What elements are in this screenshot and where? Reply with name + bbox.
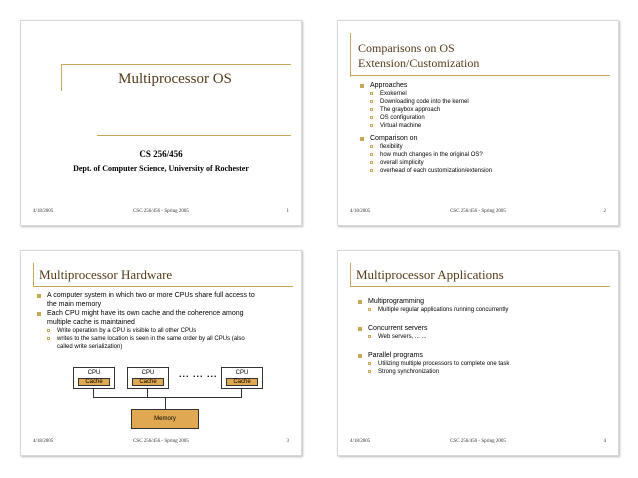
sub-bullet-item: Strong synchronization — [358, 368, 608, 376]
sub-bullet-item: flexibility — [360, 143, 612, 151]
cache-box: Cache — [78, 378, 110, 386]
slide-title: Multiprocessor Hardware — [39, 267, 173, 282]
slide-title: Multiprocessor Applications — [356, 267, 504, 282]
bullet-item: A computer system in which two or more CPUs share full access to the main memory — [37, 291, 257, 309]
sub-bullet-item: how much changes in the original OS? — [360, 151, 612, 159]
cpu-label: CPU — [141, 370, 155, 376]
bus-connector — [93, 389, 94, 397]
sub-bullet-item: overall simplicity — [360, 159, 612, 167]
slide-2 — [337, 20, 619, 226]
sub-bullet-item: Utilizing multiple processors to complete one task — [358, 360, 608, 368]
cpu-box — [73, 367, 115, 389]
footer-date: 4/18/2005 — [350, 439, 371, 444]
title-rule-left — [33, 263, 34, 287]
cache-box: Cache — [132, 378, 164, 386]
cpu-label: CPU — [235, 370, 249, 376]
title-rule-bottom — [350, 286, 610, 287]
title-line-1: Comparisons on OS — [358, 41, 455, 55]
bullet-item: Each CPU might have its own cache and the coherence among multiple cache is maintained — [37, 309, 257, 327]
footer-date: 4/18/2005 — [350, 209, 371, 214]
cpu-box — [221, 367, 263, 389]
title-rule-top — [61, 64, 291, 65]
dept-line: Dept. of Computer Science, University of Rochester — [73, 164, 249, 173]
slide-title — [358, 41, 479, 71]
bullet-item: Approaches — [360, 81, 612, 90]
sub-bullet-item: Web servers, ... ... — [358, 333, 608, 341]
sub-bullet-item: overhead of each customization/extension — [360, 167, 612, 175]
footer-course: CSC 256/456 - Spring 2005 — [450, 439, 506, 444]
page-number: 2 — [603, 209, 606, 214]
sub-bullet-item: Multiple regular applications running concurrently — [358, 306, 608, 314]
cpu-box — [127, 367, 169, 389]
footer-course: CSC 256/456 - Spring 2005 — [450, 209, 506, 214]
slide-footer — [29, 209, 293, 219]
bullet-item: Multiprogramming — [358, 297, 608, 306]
sub-bullet-item: The graybox approach — [360, 106, 612, 114]
bus-connector — [147, 389, 148, 397]
sub-bullet-item: OS configuration — [360, 114, 612, 122]
sub-bullet-item: Write operation by a CPU is visible to all other CPUs — [37, 327, 257, 335]
bullet-item: Concurrent servers — [358, 324, 608, 333]
page-number: 3 — [286, 439, 289, 444]
title-line-2: Extension/Customization — [358, 56, 480, 70]
bullet-list — [358, 297, 608, 376]
slide-footer — [346, 439, 610, 449]
bullet-list — [360, 81, 612, 175]
slide-4 — [337, 250, 619, 456]
sub-bullet-item: Exokernel — [360, 90, 612, 98]
page-number: 1 — [286, 209, 289, 214]
footer-date: 4/18/2005 — [33, 209, 54, 214]
title-rule-bottom — [33, 286, 293, 287]
cpu-label: CPU — [87, 370, 101, 376]
sub-bullet-item: Downloading code into the kernel — [360, 98, 612, 106]
title-rule-left — [350, 263, 351, 287]
course-line: CS 256/456 — [139, 149, 183, 159]
slide-footer — [29, 439, 293, 449]
memory-box: Memory — [131, 409, 199, 429]
footer-date: 4/18/2005 — [33, 439, 54, 444]
sub-bullet-item: writes to the same location is seen in the same order by all CPUs (also called write serialization) — [37, 335, 257, 351]
title-rule-bottom — [350, 75, 610, 76]
bullet-list — [37, 291, 257, 351]
bus-connector — [165, 397, 166, 409]
slide-footer — [346, 209, 610, 219]
title-rule-left — [350, 33, 351, 77]
bullet-item: Parallel programs — [358, 351, 608, 360]
cache-box: Cache — [226, 378, 258, 386]
footer-course: CSC 256/456 - Spring 2005 — [133, 439, 189, 444]
bullet-item: Comparison on — [360, 134, 612, 143]
sub-bullet-item: Virtual machine — [360, 122, 612, 130]
page-number: 4 — [603, 439, 606, 444]
slide-title: Multiprocessor OS — [118, 71, 232, 87]
slide-3 — [20, 250, 302, 456]
system-bus — [93, 397, 242, 398]
ellipsis: ... ... ... — [179, 369, 218, 379]
slide-1 — [20, 20, 302, 226]
footer-course: CSC 256/456 - Spring 2005 — [133, 209, 189, 214]
title-rule-bottom — [97, 135, 291, 136]
bus-connector — [241, 389, 242, 397]
